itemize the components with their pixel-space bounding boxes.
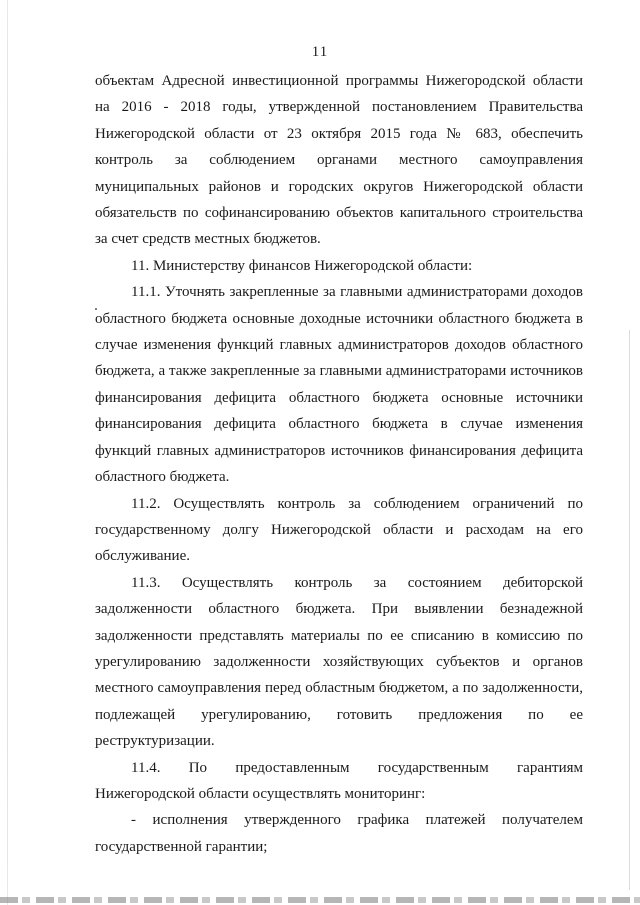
scan-edge-right bbox=[629, 330, 630, 890]
paragraph-section-11-1: 11.1. Уточнять закрепленные за главными администраторами доходов областного бюджета основные доходные источники областного бюджета в случае изменения функций главных администраторов доходов областного бюджета, а также закрепленные за главными администраторами источников финансирования дефицита областного бюджета основные источники финансирования дефицита областного бюджета в случае изменения функций главных администраторов источников финансирования дефицита областного бюджета. bbox=[95, 284, 583, 486]
paragraph-section-11-4: 11.4. По предоставленным государственным гарантиям Нижегородской области осуществлять мониторинг: bbox=[95, 759, 583, 802]
page-number: 11 bbox=[311, 44, 329, 60]
paragraph-continuation: объектам Адресной инвестиционной программы Нижегородской области на 2016 - 2018 годы, утвержденной постановлением Правительства Нижегородской области от 23 октября 2015 года № 683, обеспечить контроль за соблюдением органами местного самоуправления муниципальных районов и городских округов Нижегородской области обязательств по софинансированию объектов капитального строительства за счет средств местных бюджетов. bbox=[95, 73, 583, 248]
scan-bottom-edge bbox=[0, 897, 640, 903]
document-body bbox=[95, 68, 583, 860]
paragraph-section-11-3: 11.3. Осуществлять контроль за состоянием дебиторской задолженности областного бюджета. При выявлении безнадежной задолженности представлять материалы по ее списанию в комиссию по урегулированию задолженности хозяйствующих субъектов и органов местного самоуправления перед областным бюджетом, а по задолженности, подлежащей урегулированию, готовить предложения по ее реструктуризации. bbox=[95, 574, 583, 750]
scan-edge-left bbox=[7, 0, 8, 905]
list-item-payment-schedule: - исполнения утвержденного графика платежей получателем государственной гарантии; bbox=[95, 812, 583, 855]
paragraph-section-11: 11. Министерству финансов Нижегородской области: bbox=[131, 257, 473, 274]
paragraph-section-11-2: 11.2. Осуществлять контроль за соблюдением ограничений по государственному долгу Нижегородской области и расходам на его обслуживание. bbox=[95, 495, 583, 565]
